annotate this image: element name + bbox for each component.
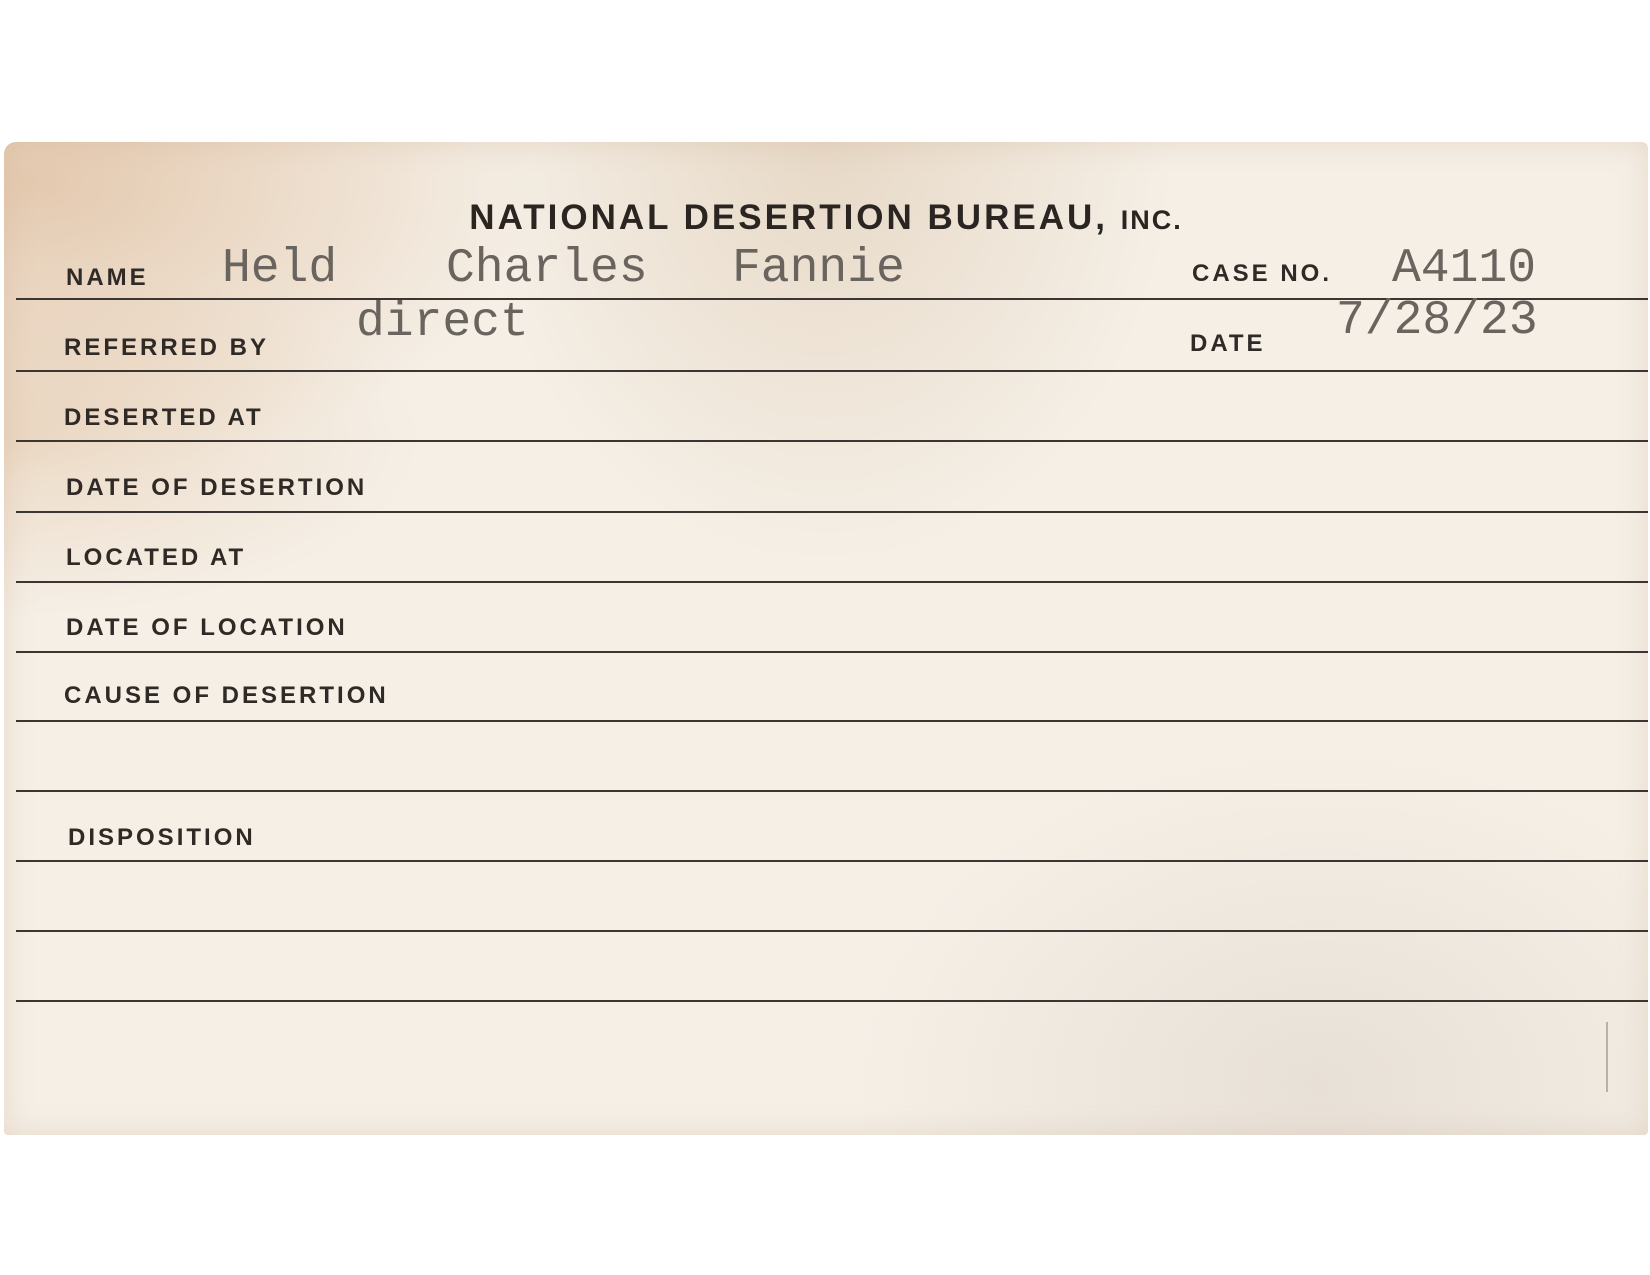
date-of-desertion-rule: [16, 511, 1648, 513]
cause-of-desertion-rule: [16, 720, 1648, 722]
date-of-desertion-label: DATE OF DESERTION: [66, 474, 368, 501]
case-no-value: A4110: [1392, 242, 1537, 296]
date-value: 7/28/23: [1336, 294, 1538, 348]
located-at-label: LOCATED AT: [66, 544, 247, 571]
cause-of-desertion-label: CAUSE OF DESERTION: [64, 682, 389, 709]
disposition-label: DISPOSITION: [68, 824, 256, 851]
case-no-label: CASE NO.: [1192, 260, 1333, 287]
name-surname-value: Held: [222, 242, 338, 296]
referred-by-label: REFERRED BY: [64, 334, 270, 361]
referred-by-value: direct: [356, 296, 529, 350]
date-label: DATE: [1190, 330, 1266, 357]
deserted-at-label: DESERTED AT: [64, 404, 264, 431]
name-husband-value: Charles: [446, 242, 648, 296]
date-of-location-rule: [16, 651, 1648, 653]
card-title: [4, 198, 1648, 238]
name-label: NAME: [66, 264, 149, 291]
deserted-at-rule: [16, 440, 1648, 442]
card-title-text: NATIONAL DESERTION BUREAU,: [469, 198, 1108, 237]
disposition-rule-2: [16, 930, 1648, 932]
name-wife-value: Fannie: [732, 242, 905, 296]
date-of-location-label: DATE OF LOCATION: [66, 614, 348, 641]
referred-by-rule: [16, 370, 1648, 372]
cause-of-desertion-rule-2: [16, 790, 1648, 792]
disposition-rule-3: [16, 1000, 1648, 1002]
located-at-rule: [16, 581, 1648, 583]
card-crease: [1606, 1022, 1608, 1092]
card-title-suffix: INC.: [1120, 205, 1183, 235]
disposition-rule: [16, 860, 1648, 862]
index-card: [4, 142, 1648, 1135]
